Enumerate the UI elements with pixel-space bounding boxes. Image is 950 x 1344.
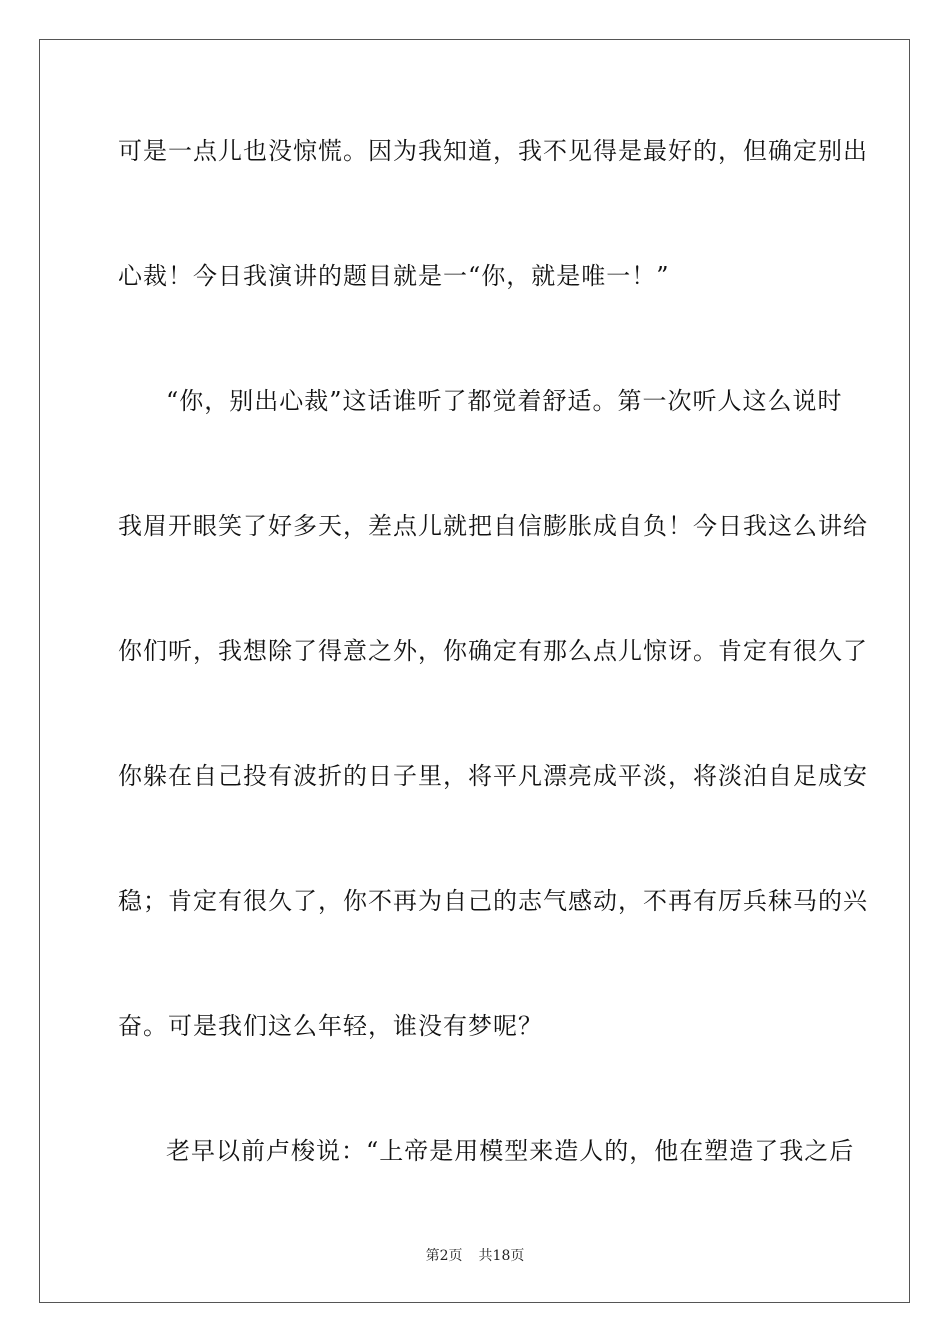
- text-line: 你们听，我想除了得意之外，你确定有那么点儿惊讶。肯定有很久了: [118, 637, 868, 665]
- paragraph-start-line: 老早以前卢梭说：“上帝是用模型来造人的，他在塑造了我之后: [166, 1137, 855, 1165]
- paragraph-start-line: “你，别出心裁”这话谁听了都觉着舒适。第一次听人这么说时: [166, 387, 843, 415]
- text-line: 你躲在自己投有波折的日子里，将平凡漂亮成平淡，将淡泊自足成安: [118, 762, 868, 790]
- page-footer: [0, 1246, 950, 1266]
- text-line: 稳；肯定有很久了，你不再为自己的志气感动，不再有厉兵秣马的兴: [118, 887, 868, 915]
- text-line: 奋。可是我们这么年轻，谁没有梦呢？: [118, 1012, 543, 1040]
- text-line: 我眉开眼笑了好多天，差点儿就把自信膨胀成自负！今日我这么讲给: [118, 512, 868, 540]
- page-total: 共18页: [478, 1248, 525, 1264]
- text-line: 可是一点儿也没惊慌。因为我知道，我不见得是最好的，但确定别出: [118, 137, 868, 165]
- page-border: [39, 39, 910, 1303]
- page-number: 第2页: [425, 1248, 463, 1264]
- text-line: 心裁！今日我演讲的题目就是一“你，就是唯一！”: [118, 262, 670, 290]
